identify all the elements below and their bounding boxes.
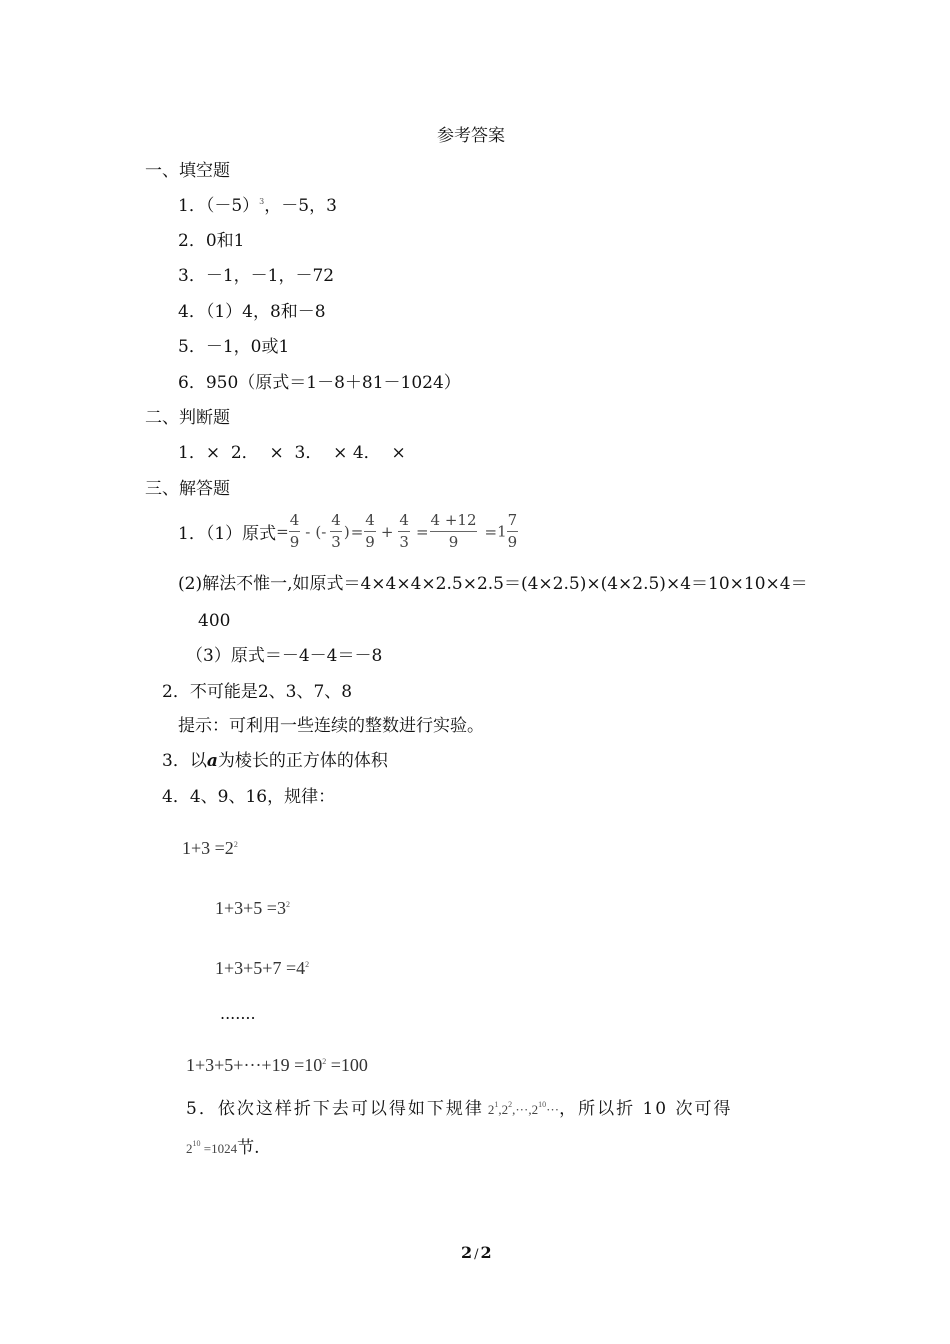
item-number: 1． (178, 196, 206, 216)
item-number: 1． (178, 524, 206, 544)
q5-post: ，所以折 10 次可得 (559, 1099, 733, 1119)
equation-result: =100 (326, 1055, 368, 1075)
base: 2 (186, 1141, 193, 1156)
q4-ellipsis: ....... (220, 1004, 256, 1023)
page-separator: / (474, 1247, 479, 1262)
item-number: 3． (178, 266, 206, 286)
part-label: （1）原式 (205, 524, 277, 544)
q5-line2 (186, 1140, 260, 1157)
close-paren: ) (343, 522, 350, 541)
fraction (330, 513, 342, 550)
denominator: 9 (507, 533, 518, 551)
fill-item-5 (178, 339, 289, 356)
fill-item-6 (178, 375, 461, 392)
exponent: 2 (285, 900, 290, 909)
denominator: 9 (289, 533, 300, 551)
numerator: 4 (330, 513, 342, 532)
q1-part3: （3）原式＝－4－4＝－8 (186, 646, 383, 666)
q5-pre: 5．依次这样折下去可以得如下规律 (186, 1099, 484, 1119)
minus-sign: - (305, 522, 311, 541)
result: =1024 (200, 1141, 238, 1156)
fraction (398, 513, 410, 550)
denominator: 3 (399, 533, 409, 551)
q3-answer (162, 753, 388, 770)
exponent: 10 (538, 1100, 547, 1109)
power-expression (186, 1141, 237, 1156)
equals-sign: = (276, 522, 289, 541)
denominator: 9 (448, 533, 459, 551)
seq-term: ,2 (498, 1102, 509, 1117)
open-paren: (- (315, 522, 327, 541)
denominator: 9 (365, 533, 375, 551)
answer-text: －1，0或1 (205, 337, 290, 357)
denominator: 3 (331, 533, 341, 551)
numerator: 7 (507, 513, 519, 532)
section-heading-fill-blank: 一、填空题 (145, 161, 230, 181)
fill-item-4 (178, 304, 326, 321)
exponent: 2 (233, 840, 238, 849)
q5-line1 (186, 1101, 733, 1118)
seq-term: 2 (487, 1102, 495, 1117)
exponent: 2 (508, 1100, 513, 1109)
exponent: 3 (259, 197, 265, 206)
item-number: 4． (178, 302, 206, 322)
fraction (289, 513, 301, 550)
fill-item-1 (178, 198, 337, 215)
equals-sign: = (350, 522, 364, 541)
section-heading-true-false: 二、判断题 (145, 408, 230, 428)
equation: 1+3 =2 (182, 838, 234, 858)
answer-pre: （－5） (205, 196, 260, 216)
answer-post: ，－5，3 (264, 196, 337, 216)
exponent: 2 (305, 960, 310, 969)
q4-answer: 4．4、9、16，规律： (162, 787, 336, 807)
item-number: 2． (178, 231, 206, 251)
answer-text: 0和1 (205, 231, 245, 251)
fill-item-2 (178, 233, 244, 250)
q4-equation-4 (186, 1056, 368, 1074)
variable-a: a (206, 751, 218, 771)
whole-number: 1 (497, 522, 507, 541)
equals-sign: = (484, 522, 498, 541)
answer-text: （1）4，8和－8 (205, 302, 326, 322)
equals-sign: = (415, 522, 429, 541)
seq-term: ··· (546, 1102, 560, 1117)
unit: 节. (237, 1138, 260, 1158)
q1-part2-line1: (2)解法不惟一,如原式＝4×4×4×2.5×2.5＝(4×2.5)×(4×2.5)×4＝10×10×4＝ (178, 574, 808, 594)
section-heading-solutions: 三、解答题 (145, 479, 230, 499)
current-page: 2 (461, 1243, 473, 1262)
fraction (507, 513, 519, 550)
item-number: 5． (178, 337, 206, 357)
item-number: 6． (178, 373, 206, 393)
q2-answer: 2．不可能是2、3、7、8 (162, 682, 353, 702)
fraction (364, 513, 376, 550)
numerator: 4 (289, 513, 301, 532)
q1-part1 (178, 513, 518, 550)
numerator: 4 (398, 513, 410, 532)
q4-equation-1 (182, 839, 238, 857)
fill-item-3 (178, 268, 334, 285)
q2-hint: 提示：可利用一些连续的整数进行实验。 (178, 716, 484, 736)
q4-equation-3 (215, 959, 309, 977)
q4-equation-2 (215, 899, 290, 917)
numerator: 4 (364, 513, 376, 532)
answer-text: －1，－1，－72 (205, 266, 335, 286)
page-title: 参考答案 (437, 126, 505, 146)
exponent: 1 (494, 1100, 499, 1109)
total-pages: 2 (480, 1243, 492, 1262)
numerator: 4 +12 (430, 513, 478, 532)
page-number (461, 1245, 492, 1261)
q3-pre: 3．以 (162, 751, 207, 771)
fraction (430, 513, 478, 550)
q1-part2-line2: 400 (198, 611, 231, 631)
equation: 1+3+5+7 =4 (215, 958, 306, 978)
equation: 1+3+5 =3 (215, 898, 286, 918)
equation: 1+3+5+···+19 =10 (186, 1055, 323, 1075)
sequence (488, 1102, 559, 1117)
q3-post: 为棱长的正方体的体积 (217, 751, 388, 771)
plus-sign: + (380, 522, 394, 541)
exponent: 10 (192, 1139, 201, 1148)
exponent: 2 (322, 1057, 327, 1066)
seq-term: ,···,2 (512, 1102, 539, 1117)
true-false-answers: 1．× 2． × 3． × 4． × (178, 443, 406, 463)
answer-text: 950（原式＝1－8＋81－1024） (205, 373, 461, 393)
